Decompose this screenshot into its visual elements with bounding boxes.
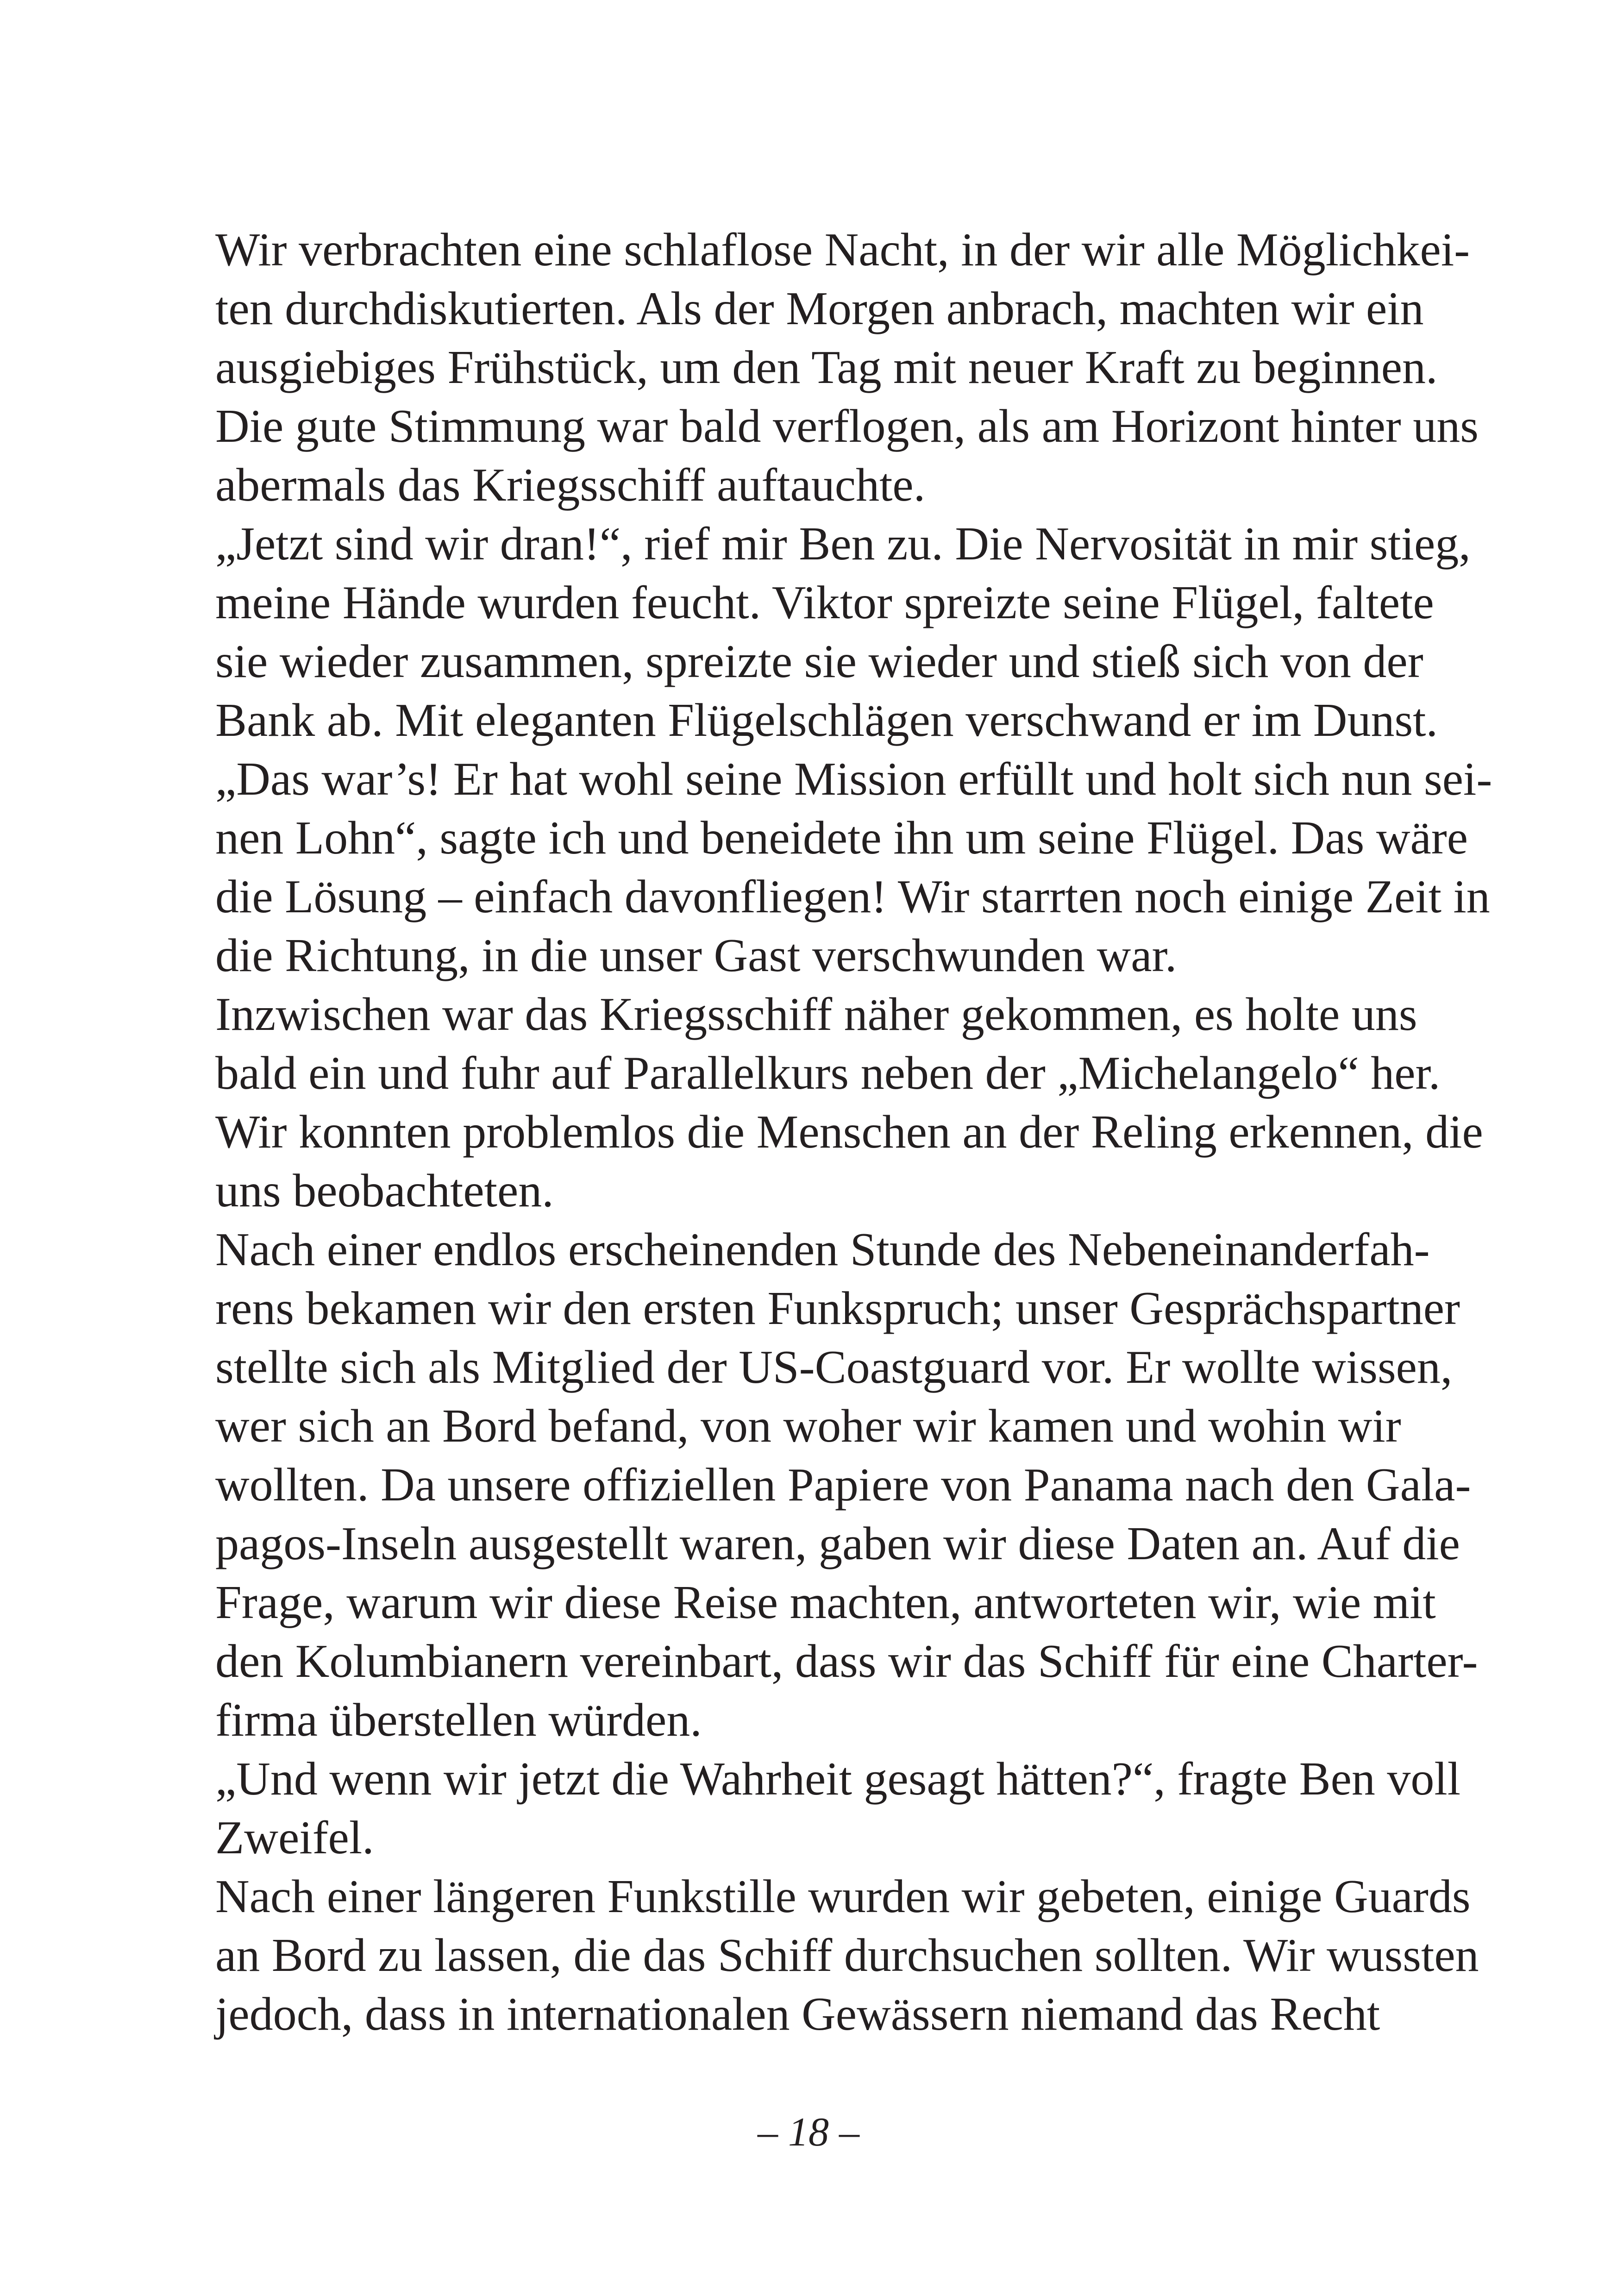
text-line: wer sich an Bord befand, von woher wir kamen und wohin wir [215,1400,1401,1452]
text-line: Wir verbrachten eine schlaflose Nacht, in der wir alle Möglichkei- [215,224,1470,276]
text-line: uns beobachteten. [215,1165,554,1217]
body-text [215,220,1492,2044]
text-line: rens bekamen wir den ersten Funkspruch; unser Gesprächspartner [215,1282,1460,1335]
page-number: – 18 – [758,2110,859,2155]
text-line: pagos-Inseln ausgestellt waren, gaben wir diese Daten an. Auf die [215,1518,1460,1570]
text-line: Frage, warum wir diese Reise machten, antworteten wir, wie mit [215,1576,1436,1629]
text-line: jedoch, dass in internationalen Gewässern niemand das Recht [215,1988,1380,2040]
text-line: Zweifel. [215,1812,374,1864]
text-line: ten durchdiskutierten. Als der Morgen anbrach, machten wir ein [215,282,1424,335]
text-line: nen Lohn“, sagte ich und beneidete ihn um seine Flügel. Das wäre [215,812,1468,864]
text-line: bald ein und fuhr auf Parallelkurs neben der „Michelangelo“ her. [215,1047,1441,1099]
text-line: firma überstellen würden. [215,1694,702,1746]
text-line: ausgiebiges Frühstück, um den Tag mit neuer Kraft zu beginnen. [215,341,1438,394]
text-line: den Kolumbianern vereinbart, dass wir das Schiff für eine Charter- [215,1635,1478,1687]
text-line: Nach einer längeren Funkstille wurden wir gebeten, einige Guards [215,1870,1471,1923]
text-line: „Das war’s! Er hat wohl seine Mission erfüllt und holt sich nun sei- [215,753,1492,805]
text-line: abermals das Kriegsschiff auftauchte. [215,459,926,511]
text-line: Wir konnten problemlos die Menschen an der Reling erkennen, die [215,1106,1483,1158]
text-line: meine Hände wurden feucht. Viktor spreizte seine Flügel, faltete [215,577,1434,629]
text-line: stellte sich als Mitglied der US-Coastguard vor. Er wollte wissen, [215,1341,1453,1393]
text-line: Die gute Stimmung war bald verflogen, als am Horizont hinter uns [215,400,1479,452]
text-line: „Jetzt sind wir dran!“, rief mir Ben zu. Die Nervosität in mir stieg, [215,518,1471,570]
text-line: Nach einer endlos erscheinenden Stunde des Nebeneinanderfah- [215,1223,1430,1276]
text-line: Bank ab. Mit eleganten Flügelschlägen verschwand er im Dunst. [215,694,1438,747]
text-line: Inzwischen war das Kriegsschiff näher gekommen, es holte uns [215,988,1417,1041]
text-line: wollten. Da unsere offiziellen Papiere von Panama nach den Gala- [215,1459,1471,1511]
text-line: sie wieder zusammen, spreizte sie wieder und stieß sich von der [215,635,1423,688]
text-line: die Richtung, in die unser Gast verschwunden war. [215,929,1177,982]
text-line: an Bord zu lassen, die das Schiff durchsuchen sollten. Wir wussten [215,1929,1479,1982]
text-line: „Und wenn wir jetzt die Wahrheit gesagt hätten?“, fragte Ben voll [215,1753,1461,1805]
text-line: die Lösung – einfach davonfliegen! Wir starrten noch einige Zeit in [215,871,1490,923]
